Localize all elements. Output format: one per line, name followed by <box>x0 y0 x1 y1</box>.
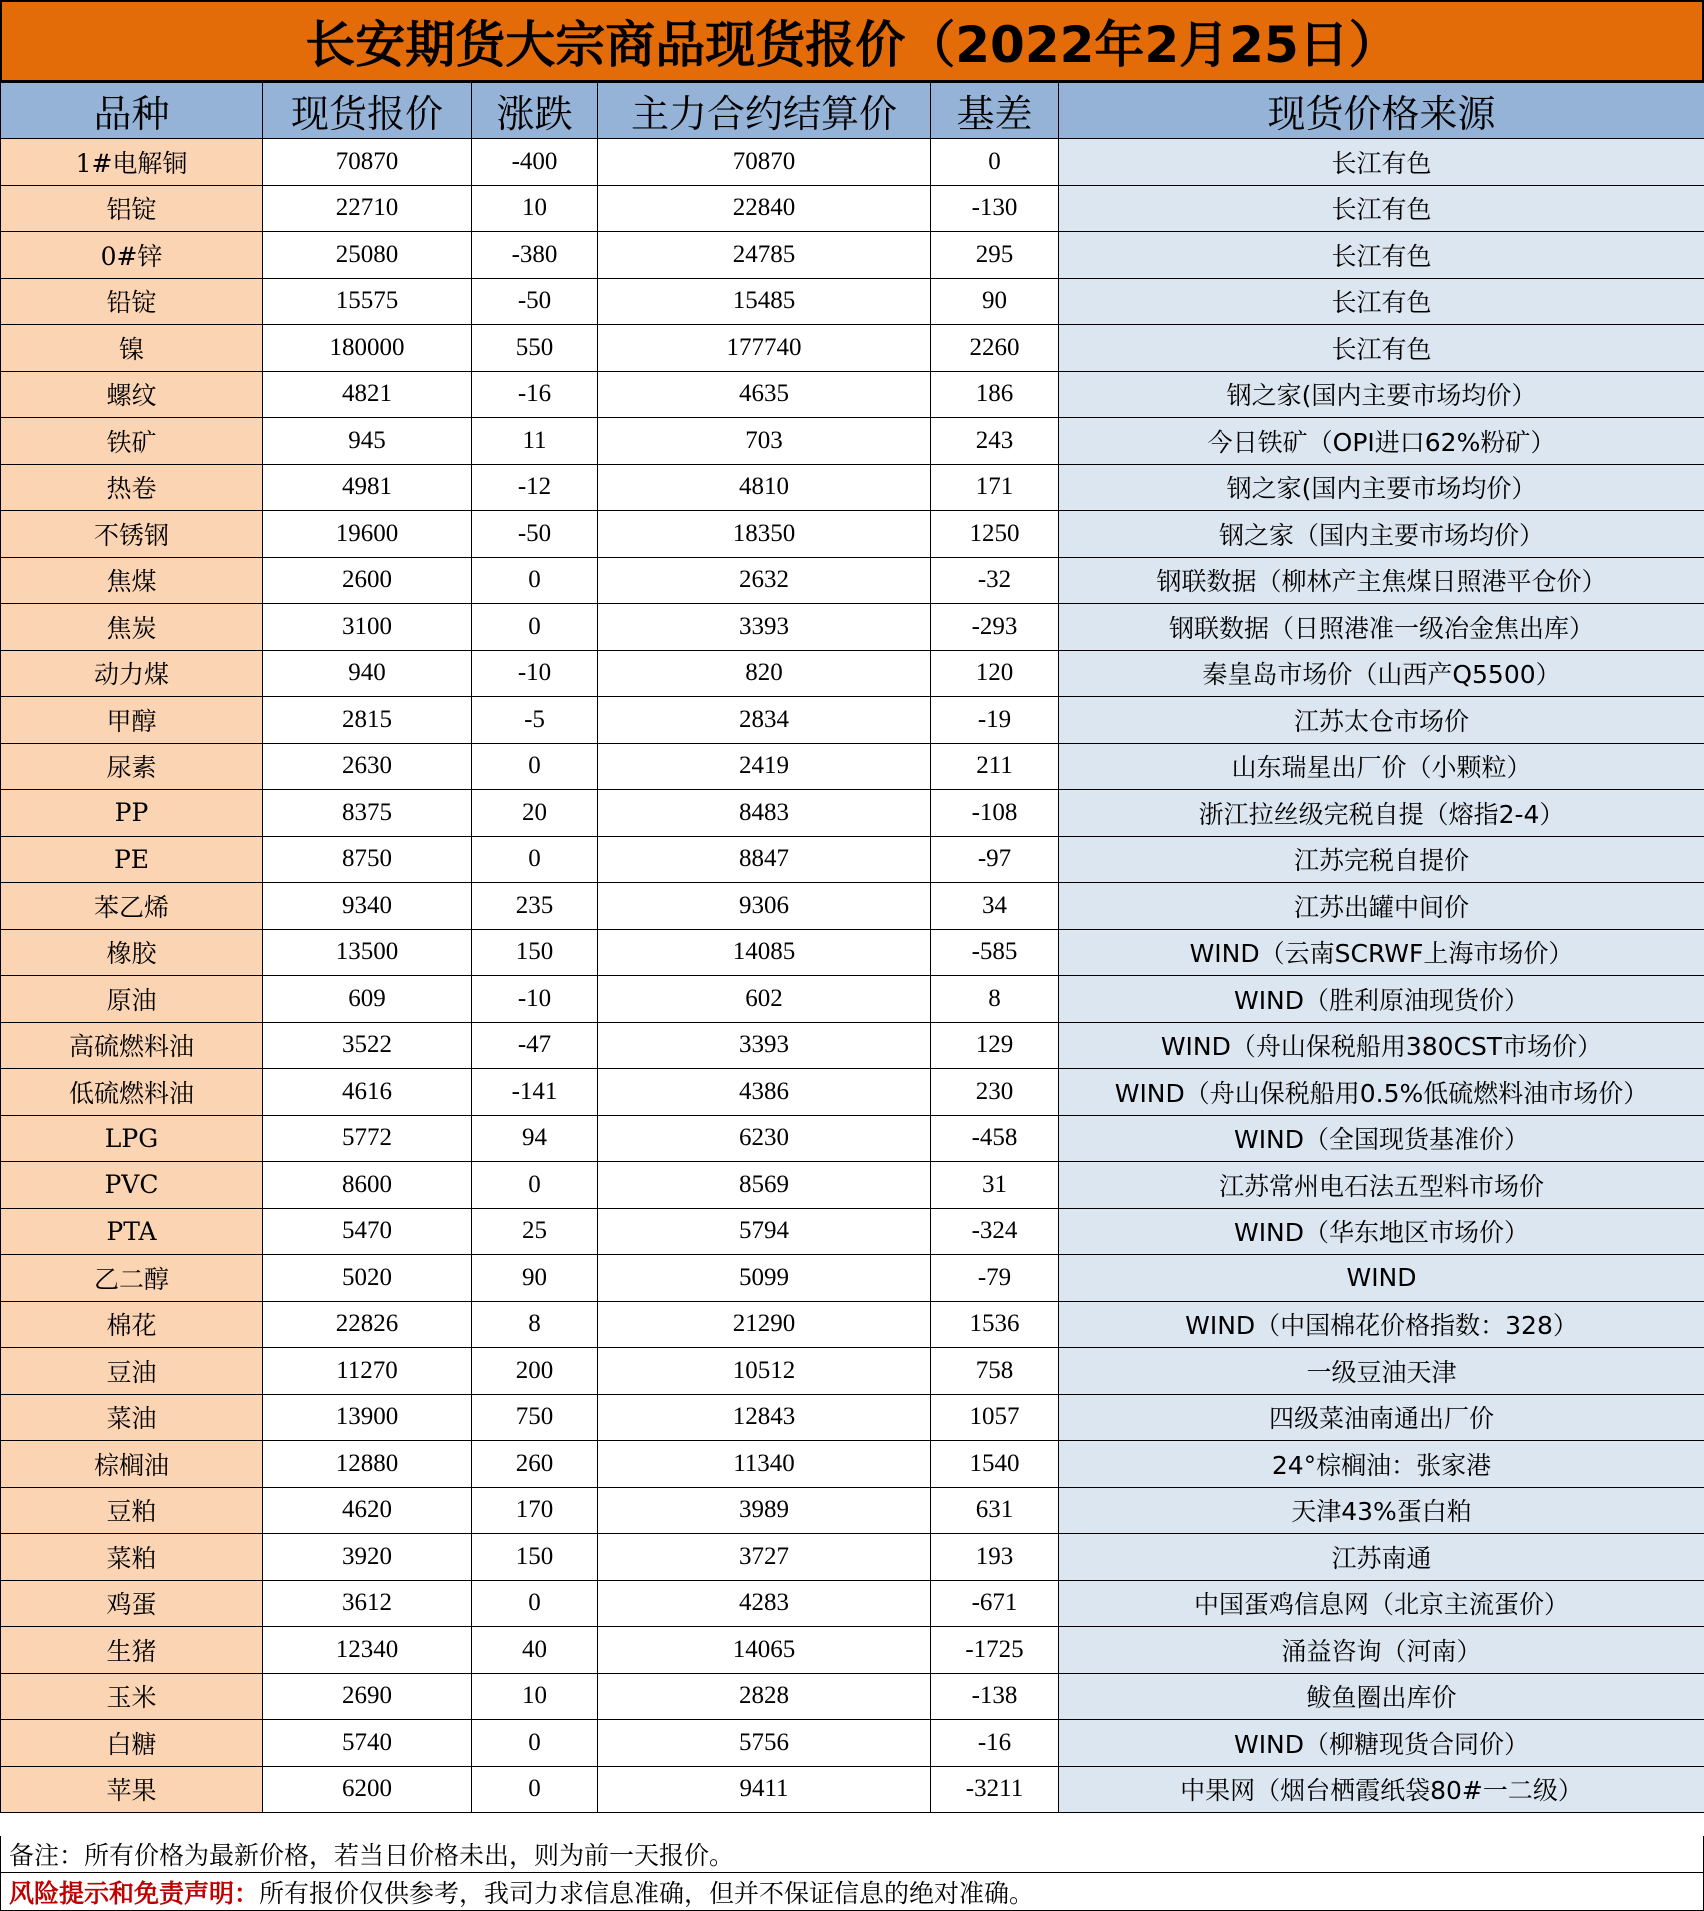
header-settlement-price: 主力合约结算价 <box>598 83 931 139</box>
change-cell: 0 <box>472 557 598 604</box>
source-cell: WIND（华东地区市场价） <box>1059 1208 1704 1255</box>
spot-price-cell: 12880 <box>263 1441 472 1488</box>
change-cell: 0 <box>472 604 598 651</box>
table-row <box>1 464 1704 511</box>
settlement-price-cell: 12843 <box>598 1394 931 1441</box>
settlement-price-cell: 24785 <box>598 232 931 279</box>
change-cell: 0 <box>472 1766 598 1813</box>
variety-cell: LPG <box>1 1115 263 1162</box>
change-cell: 750 <box>472 1394 598 1441</box>
settlement-price-cell: 21290 <box>598 1301 931 1348</box>
variety-cell: 低硫燃料油 <box>1 1069 263 1116</box>
basis-cell: 243 <box>931 418 1059 465</box>
header-price-source: 现货价格来源 <box>1059 83 1704 139</box>
table-row <box>1 697 1704 744</box>
settlement-price-cell: 177740 <box>598 325 931 372</box>
source-cell: 中国蛋鸡信息网（北京主流蛋价） <box>1059 1580 1704 1627</box>
variety-cell: PVC <box>1 1162 263 1209</box>
table-row <box>1 1441 1704 1488</box>
spot-price-cell: 3920 <box>263 1534 472 1581</box>
change-cell: -10 <box>472 650 598 697</box>
price-table <box>0 82 1704 1813</box>
change-cell: 0 <box>472 1720 598 1767</box>
variety-cell: 0#锌 <box>1 232 263 279</box>
settlement-price-cell: 10512 <box>598 1348 931 1395</box>
settlement-price-cell: 5099 <box>598 1255 931 1302</box>
variety-cell: PE <box>1 836 263 883</box>
change-cell: -50 <box>472 278 598 325</box>
change-cell: 20 <box>472 790 598 837</box>
change-cell: 40 <box>472 1627 598 1674</box>
disclaimer <box>0 1873 1704 1911</box>
table-row <box>1 1208 1704 1255</box>
spot-price-cell: 4616 <box>263 1069 472 1116</box>
spot-price-cell: 22710 <box>263 185 472 232</box>
spot-price-cell: 3612 <box>263 1580 472 1627</box>
spot-price-cell: 8750 <box>263 836 472 883</box>
table-row <box>1 650 1704 697</box>
source-cell: WIND（舟山保税船用0.5%低硫燃料油市场价） <box>1059 1069 1704 1116</box>
basis-cell: 1057 <box>931 1394 1059 1441</box>
variety-cell: 橡胶 <box>1 929 263 976</box>
variety-cell: 不锈钢 <box>1 511 263 558</box>
change-cell: 150 <box>472 929 598 976</box>
variety-cell: 高硫燃料油 <box>1 1022 263 1069</box>
table-row <box>1 1487 1704 1534</box>
change-cell: 200 <box>472 1348 598 1395</box>
change-cell: 0 <box>472 836 598 883</box>
spot-price-cell: 3522 <box>263 1022 472 1069</box>
change-cell: 170 <box>472 1487 598 1534</box>
table-row <box>1 1720 1704 1767</box>
basis-cell: 1536 <box>931 1301 1059 1348</box>
change-cell: 10 <box>472 1673 598 1720</box>
settlement-price-cell: 3989 <box>598 1487 931 1534</box>
change-cell: 10 <box>472 185 598 232</box>
footnote <box>0 1836 1704 1873</box>
variety-cell: 菜油 <box>1 1394 263 1441</box>
header-row <box>1 83 1704 139</box>
basis-cell: -108 <box>931 790 1059 837</box>
settlement-price-cell: 703 <box>598 418 931 465</box>
variety-cell: 镍 <box>1 325 263 372</box>
basis-cell: 2260 <box>931 325 1059 372</box>
source-cell: 长江有色 <box>1059 325 1704 372</box>
settlement-price-cell: 4810 <box>598 464 931 511</box>
table-row <box>1 371 1704 418</box>
spot-price-cell: 180000 <box>263 325 472 372</box>
table-row <box>1 1301 1704 1348</box>
change-cell: 0 <box>472 743 598 790</box>
change-cell: -16 <box>472 371 598 418</box>
change-cell: 0 <box>472 1162 598 1209</box>
source-cell: 钢之家(国内主要市场均价） <box>1059 464 1704 511</box>
basis-cell: -16 <box>931 1720 1059 1767</box>
settlement-price-cell: 4386 <box>598 1069 931 1116</box>
settlement-price-cell: 22840 <box>598 185 931 232</box>
table-row <box>1 1766 1704 1813</box>
source-cell: WIND <box>1059 1255 1704 1302</box>
table-row <box>1 929 1704 976</box>
basis-cell: -324 <box>931 1208 1059 1255</box>
basis-cell: 120 <box>931 650 1059 697</box>
table-row <box>1 511 1704 558</box>
variety-cell: 乙二醇 <box>1 1255 263 1302</box>
spot-price-cell: 13500 <box>263 929 472 976</box>
table-body <box>1 139 1704 1813</box>
settlement-price-cell: 8483 <box>598 790 931 837</box>
table-row <box>1 325 1704 372</box>
change-cell: 260 <box>472 1441 598 1488</box>
table-row <box>1 557 1704 604</box>
source-cell: 江苏太仓市场价 <box>1059 697 1704 744</box>
settlement-price-cell: 3393 <box>598 1022 931 1069</box>
change-cell: 94 <box>472 1115 598 1162</box>
spot-price-cell: 940 <box>263 650 472 697</box>
source-cell: WIND（舟山保税船用380CST市场价） <box>1059 1022 1704 1069</box>
basis-cell: -130 <box>931 185 1059 232</box>
source-cell: 江苏出罐中间价 <box>1059 883 1704 930</box>
basis-cell: 1250 <box>931 511 1059 558</box>
table-row <box>1 139 1704 186</box>
source-cell: 长江有色 <box>1059 139 1704 186</box>
settlement-price-cell: 602 <box>598 976 931 1023</box>
change-cell: -47 <box>472 1022 598 1069</box>
spot-price-cell: 11270 <box>263 1348 472 1395</box>
spot-price-cell: 70870 <box>263 139 472 186</box>
change-cell: -10 <box>472 976 598 1023</box>
table-row <box>1 790 1704 837</box>
spot-price-cell: 4620 <box>263 1487 472 1534</box>
variety-cell: 尿素 <box>1 743 263 790</box>
variety-cell: PTA <box>1 1208 263 1255</box>
source-cell: 江苏完税自提价 <box>1059 836 1704 883</box>
variety-cell: 鸡蛋 <box>1 1580 263 1627</box>
variety-cell: PP <box>1 790 263 837</box>
table-row <box>1 1394 1704 1441</box>
page-title: 长安期货大宗商品现货报价（2022年2月25日） <box>0 0 1704 82</box>
spot-price-cell: 12340 <box>263 1627 472 1674</box>
header-variety: 品种 <box>1 83 263 139</box>
change-cell: -50 <box>472 511 598 558</box>
settlement-price-cell: 4283 <box>598 1580 931 1627</box>
settlement-price-cell: 9306 <box>598 883 931 930</box>
basis-cell: -32 <box>931 557 1059 604</box>
table-row <box>1 743 1704 790</box>
settlement-price-cell: 2632 <box>598 557 931 604</box>
source-cell: 江苏常州电石法五型料市场价 <box>1059 1162 1704 1209</box>
settlement-price-cell: 8847 <box>598 836 931 883</box>
change-cell: 25 <box>472 1208 598 1255</box>
spot-price-cell: 25080 <box>263 232 472 279</box>
settlement-price-cell: 2828 <box>598 1673 931 1720</box>
variety-cell: 铝锭 <box>1 185 263 232</box>
spot-price-cell: 5772 <box>263 1115 472 1162</box>
source-cell: 长江有色 <box>1059 185 1704 232</box>
spot-price-cell: 2815 <box>263 697 472 744</box>
source-cell: 涌益咨询（河南） <box>1059 1627 1704 1674</box>
source-cell: 钢之家（国内主要市场均价） <box>1059 511 1704 558</box>
spot-price-cell: 4821 <box>263 371 472 418</box>
header-spot-price: 现货报价 <box>263 83 472 139</box>
disclaimer-label: 风险提示和免责声明： <box>9 1878 260 1908</box>
spot-price-cell: 22826 <box>263 1301 472 1348</box>
spot-price-cell: 5020 <box>263 1255 472 1302</box>
settlement-price-cell: 8569 <box>598 1162 931 1209</box>
source-cell: 长江有色 <box>1059 232 1704 279</box>
variety-cell: 棕榈油 <box>1 1441 263 1488</box>
variety-cell: 铁矿 <box>1 418 263 465</box>
spot-price-cell: 945 <box>263 418 472 465</box>
variety-cell: 豆油 <box>1 1348 263 1395</box>
variety-cell: 螺纹 <box>1 371 263 418</box>
table-row <box>1 232 1704 279</box>
variety-cell: 生猪 <box>1 1627 263 1674</box>
variety-cell: 原油 <box>1 976 263 1023</box>
variety-cell: 焦炭 <box>1 604 263 651</box>
basis-cell: 0 <box>931 139 1059 186</box>
variety-cell: 菜粕 <box>1 1534 263 1581</box>
settlement-price-cell: 4635 <box>598 371 931 418</box>
change-cell: 0 <box>472 1580 598 1627</box>
table-row <box>1 1534 1704 1581</box>
basis-cell: 230 <box>931 1069 1059 1116</box>
source-cell: 钢之家(国内主要市场均价） <box>1059 371 1704 418</box>
change-cell: -12 <box>472 464 598 511</box>
source-cell: WIND（全国现货基准价） <box>1059 1115 1704 1162</box>
settlement-price-cell: 5794 <box>598 1208 931 1255</box>
table-row <box>1 883 1704 930</box>
spot-price-cell: 19600 <box>263 511 472 558</box>
basis-cell: 193 <box>931 1534 1059 1581</box>
basis-cell: -293 <box>931 604 1059 651</box>
spot-price-cell: 5470 <box>263 1208 472 1255</box>
variety-cell: 棉花 <box>1 1301 263 1348</box>
spot-price-cell: 6200 <box>263 1766 472 1813</box>
table-row <box>1 1162 1704 1209</box>
change-cell: 8 <box>472 1301 598 1348</box>
basis-cell: -19 <box>931 697 1059 744</box>
table-row <box>1 836 1704 883</box>
settlement-price-cell: 14065 <box>598 1627 931 1674</box>
change-cell: 11 <box>472 418 598 465</box>
settlement-price-cell: 3727 <box>598 1534 931 1581</box>
basis-cell: -138 <box>931 1673 1059 1720</box>
basis-cell: -458 <box>931 1115 1059 1162</box>
basis-cell: 90 <box>931 278 1059 325</box>
spot-price-cell: 609 <box>263 976 472 1023</box>
variety-cell: 铅锭 <box>1 278 263 325</box>
source-cell: WIND（云南SCRWF上海市场价） <box>1059 929 1704 976</box>
change-cell: 150 <box>472 1534 598 1581</box>
variety-cell: 豆粕 <box>1 1487 263 1534</box>
variety-cell: 焦煤 <box>1 557 263 604</box>
spot-price-cell: 2600 <box>263 557 472 604</box>
table-row <box>1 1069 1704 1116</box>
table-row <box>1 1022 1704 1069</box>
table-row <box>1 1115 1704 1162</box>
header-change: 涨跌 <box>472 83 598 139</box>
spot-price-cell: 3100 <box>263 604 472 651</box>
table-row <box>1 976 1704 1023</box>
source-cell: WIND（中国棉花价格指数：328） <box>1059 1301 1704 1348</box>
settlement-price-cell: 11340 <box>598 1441 931 1488</box>
basis-cell: -585 <box>931 929 1059 976</box>
change-cell: -5 <box>472 697 598 744</box>
source-cell: 鲅鱼圈出库价 <box>1059 1673 1704 1720</box>
table-row <box>1 418 1704 465</box>
source-cell: 钢联数据（日照港准一级冶金焦出库） <box>1059 604 1704 651</box>
spot-price-cell: 4981 <box>263 464 472 511</box>
basis-cell: 1540 <box>931 1441 1059 1488</box>
source-cell: 中果网（烟台栖霞纸袋80#一二级） <box>1059 1766 1704 1813</box>
basis-cell: 129 <box>931 1022 1059 1069</box>
source-cell: 钢联数据（柳林产主焦煤日照港平仓价） <box>1059 557 1704 604</box>
source-cell: 24°棕榈油：张家港 <box>1059 1441 1704 1488</box>
spot-price-cell: 8600 <box>263 1162 472 1209</box>
table-row <box>1 1348 1704 1395</box>
settlement-price-cell: 5756 <box>598 1720 931 1767</box>
table-row <box>1 1580 1704 1627</box>
settlement-price-cell: 15485 <box>598 278 931 325</box>
variety-cell: 苹果 <box>1 1766 263 1813</box>
spot-price-cell: 13900 <box>263 1394 472 1441</box>
settlement-price-cell: 3393 <box>598 604 931 651</box>
settlement-price-cell: 2419 <box>598 743 931 790</box>
spot-price-cell: 15575 <box>263 278 472 325</box>
spot-price-cell: 8375 <box>263 790 472 837</box>
basis-cell: 186 <box>931 371 1059 418</box>
table-row <box>1 604 1704 651</box>
variety-cell: 热卷 <box>1 464 263 511</box>
basis-cell: 8 <box>931 976 1059 1023</box>
table-row <box>1 185 1704 232</box>
header-basis: 基差 <box>931 83 1059 139</box>
settlement-price-cell: 820 <box>598 650 931 697</box>
source-cell: 浙江拉丝级完税自提（熔指2-4） <box>1059 790 1704 837</box>
spot-price-cell: 2630 <box>263 743 472 790</box>
change-cell: 235 <box>472 883 598 930</box>
settlement-price-cell: 18350 <box>598 511 931 558</box>
settlement-price-cell: 6230 <box>598 1115 931 1162</box>
basis-cell: 758 <box>931 1348 1059 1395</box>
basis-cell: -671 <box>931 1580 1059 1627</box>
basis-cell: 31 <box>931 1162 1059 1209</box>
basis-cell: 171 <box>931 464 1059 511</box>
table-row <box>1 1673 1704 1720</box>
spot-price-cell: 9340 <box>263 883 472 930</box>
variety-cell: 1#电解铜 <box>1 139 263 186</box>
variety-cell: 甲醇 <box>1 697 263 744</box>
variety-cell: 动力煤 <box>1 650 263 697</box>
spot-price-cell: 5740 <box>263 1720 472 1767</box>
source-cell: 今日铁矿（OPI进口62%粉矿） <box>1059 418 1704 465</box>
settlement-price-cell: 2834 <box>598 697 931 744</box>
change-cell: 90 <box>472 1255 598 1302</box>
basis-cell: -1725 <box>931 1627 1059 1674</box>
change-cell: -380 <box>472 232 598 279</box>
source-cell: 江苏南通 <box>1059 1534 1704 1581</box>
source-cell: 山东瑞星出厂价（小颗粒） <box>1059 743 1704 790</box>
basis-cell: -97 <box>931 836 1059 883</box>
footnote-text: 备注：所有价格为最新价格，若当日价格未出，则为前一天报价。 <box>9 1841 735 1870</box>
spot-price-cell: 2690 <box>263 1673 472 1720</box>
change-cell: -400 <box>472 139 598 186</box>
source-cell: WIND（胜利原油现货价） <box>1059 976 1704 1023</box>
table-row <box>1 1627 1704 1674</box>
source-cell: 天津43%蛋白粕 <box>1059 1487 1704 1534</box>
source-cell: 四级菜油南通出厂价 <box>1059 1394 1704 1441</box>
basis-cell: -79 <box>931 1255 1059 1302</box>
settlement-price-cell: 9411 <box>598 1766 931 1813</box>
source-cell: 秦皇岛市场价（山西产Q5500） <box>1059 650 1704 697</box>
basis-cell: 295 <box>931 232 1059 279</box>
source-cell: 一级豆油天津 <box>1059 1348 1704 1395</box>
settlement-price-cell: 14085 <box>598 929 931 976</box>
change-cell: -141 <box>472 1069 598 1116</box>
table-row <box>1 1255 1704 1302</box>
basis-cell: 211 <box>931 743 1059 790</box>
settlement-price-cell: 70870 <box>598 139 931 186</box>
variety-cell: 白糖 <box>1 1720 263 1767</box>
source-cell: WIND（柳糖现货合同价） <box>1059 1720 1704 1767</box>
disclaimer-text: 所有报价仅供参考，我司力求信息准确，但并不保证信息的绝对准确。 <box>259 1878 1035 1908</box>
variety-cell: 玉米 <box>1 1673 263 1720</box>
basis-cell: 34 <box>931 883 1059 930</box>
table-row <box>1 278 1704 325</box>
basis-cell: 631 <box>931 1487 1059 1534</box>
source-cell: 长江有色 <box>1059 278 1704 325</box>
basis-cell: -3211 <box>931 1766 1059 1813</box>
variety-cell: 苯乙烯 <box>1 883 263 930</box>
change-cell: 550 <box>472 325 598 372</box>
